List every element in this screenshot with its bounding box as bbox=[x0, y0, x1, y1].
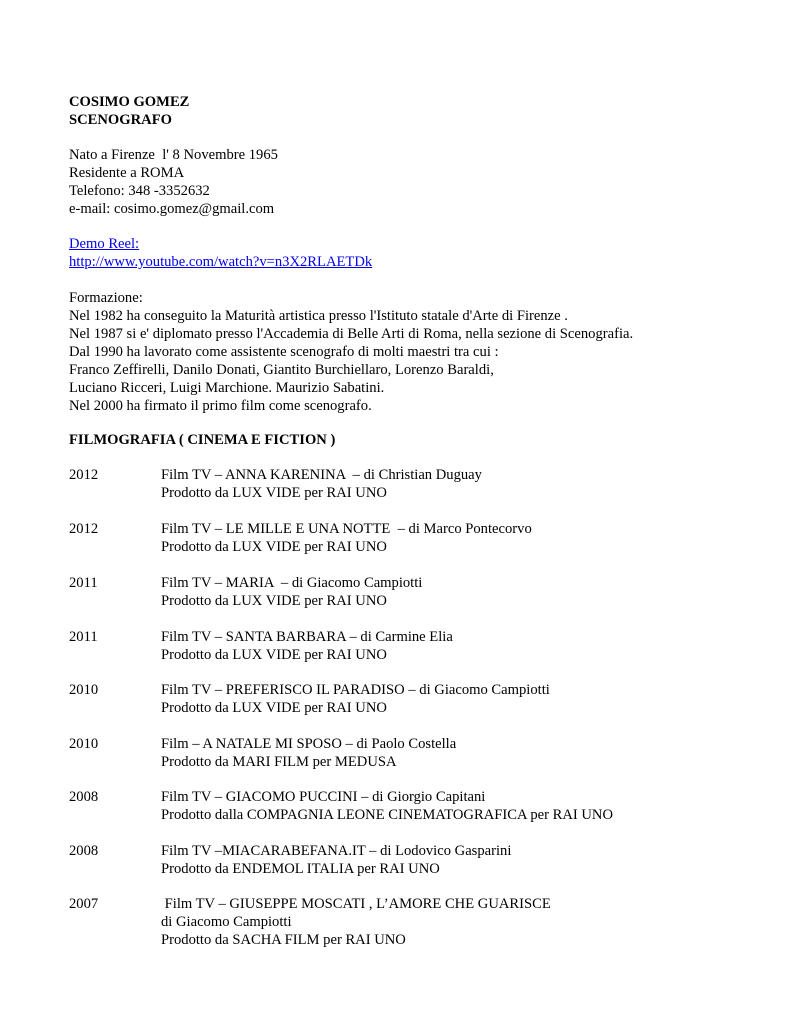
phone-info: Telefono: 348 -3352632 bbox=[69, 183, 210, 199]
film-title-line: Film TV – GIUSEPPE MOSCATI , L’AMORE CHE GUARISCE bbox=[161, 896, 551, 912]
person-role: SCENOGRAFO bbox=[69, 112, 172, 128]
film-title-line: Film TV –MIACARABEFANA.IT – di Lodovico Gasparini bbox=[161, 843, 512, 859]
film-director-line: di Giacomo Campiotti bbox=[161, 914, 292, 930]
film-year: 2010 bbox=[69, 682, 99, 698]
demo-reel-link[interactable]: http://www.youtube.com/watch?v=n3X2RLAETDk bbox=[69, 254, 373, 270]
formazione-section bbox=[69, 289, 633, 415]
film-producer-line: Prodotto da MARI FILM per MEDUSA bbox=[161, 754, 397, 770]
formazione-line: Luciano Ricceri, Luigi Marchione. Maurizio Sabatini. bbox=[69, 380, 385, 396]
film-producer-line: Prodotto da LUX VIDE per RAI UNO bbox=[161, 539, 387, 555]
email-info: e-mail: cosimo.gomez@gmail.com bbox=[69, 201, 275, 217]
film-year: 2011 bbox=[69, 575, 98, 591]
birth-info: Nato a Firenze l' 8 Novembre 1965 bbox=[69, 147, 278, 163]
filmografia-title-block bbox=[69, 431, 335, 449]
residence-info: Residente a ROMA bbox=[69, 165, 185, 181]
person-name: COSIMO GOMEZ bbox=[69, 94, 190, 110]
film-producer-line: Prodotto dalla COMPAGNIA LEONE CINEMATOGRAFICA per RAI UNO bbox=[161, 807, 614, 823]
film-year: 2008 bbox=[69, 843, 99, 859]
header-block bbox=[69, 93, 189, 129]
film-producer-line: Prodotto da SACHA FILM per RAI UNO bbox=[161, 932, 406, 948]
film-title-line: Film TV – PREFERISCO IL PARADISO – di Giacomo Campiotti bbox=[161, 682, 550, 698]
film-title-line: Film TV – LE MILLE E UNA NOTTE – di Marco Pontecorvo bbox=[161, 521, 532, 537]
demo-reel-label[interactable]: Demo Reel: bbox=[69, 236, 140, 252]
film-title-line: Film TV – SANTA BARBARA – di Carmine Elia bbox=[161, 629, 453, 645]
film-producer-line: Prodotto da LUX VIDE per RAI UNO bbox=[161, 485, 387, 501]
demo-reel-block bbox=[69, 235, 372, 271]
film-year: 2007 bbox=[69, 896, 99, 912]
film-producer-line: Prodotto da LUX VIDE per RAI UNO bbox=[161, 700, 387, 716]
filmografia-title: FILMOGRAFIA ( CINEMA E FICTION ) bbox=[69, 432, 336, 448]
film-year: 2011 bbox=[69, 629, 98, 645]
film-year: 2008 bbox=[69, 789, 99, 805]
contact-block bbox=[69, 146, 278, 218]
film-year: 2010 bbox=[69, 736, 99, 752]
film-year: 2012 bbox=[69, 467, 99, 483]
film-title-line: Film TV – ANNA KARENINA – di Christian Duguay bbox=[161, 467, 482, 483]
film-title-line: Film TV – MARIA – di Giacomo Campiotti bbox=[161, 575, 423, 591]
formazione-line: Nel 1982 ha conseguito la Maturità artistica presso l'Istituto statale d'Arte di Firenze . bbox=[69, 308, 568, 324]
formazione-line: Dal 1990 ha lavorato come assistente scenografo di molti maestri tra cui : bbox=[69, 344, 499, 360]
film-year: 2012 bbox=[69, 521, 99, 537]
film-producer-line: Prodotto da LUX VIDE per RAI UNO bbox=[161, 593, 387, 609]
film-title-line: Film – A NATALE MI SPOSO – di Paolo Costella bbox=[161, 736, 457, 752]
formazione-title: Formazione: bbox=[69, 290, 143, 306]
formazione-line: Franco Zeffirelli, Danilo Donati, Giantito Burchiellaro, Lorenzo Baraldi, bbox=[69, 362, 494, 378]
formazione-line: Nel 2000 ha firmato il primo film come scenografo. bbox=[69, 398, 372, 414]
formazione-line: Nel 1987 si e' diplomato presso l'Accademia di Belle Arti di Roma, nella sezione di Scenografia. bbox=[69, 326, 634, 342]
film-producer-line: Prodotto da ENDEMOL ITALIA per RAI UNO bbox=[161, 861, 440, 877]
film-title-line: Film TV – GIACOMO PUCCINI – di Giorgio Capitani bbox=[161, 789, 486, 805]
film-producer-line: Prodotto da LUX VIDE per RAI UNO bbox=[161, 647, 387, 663]
